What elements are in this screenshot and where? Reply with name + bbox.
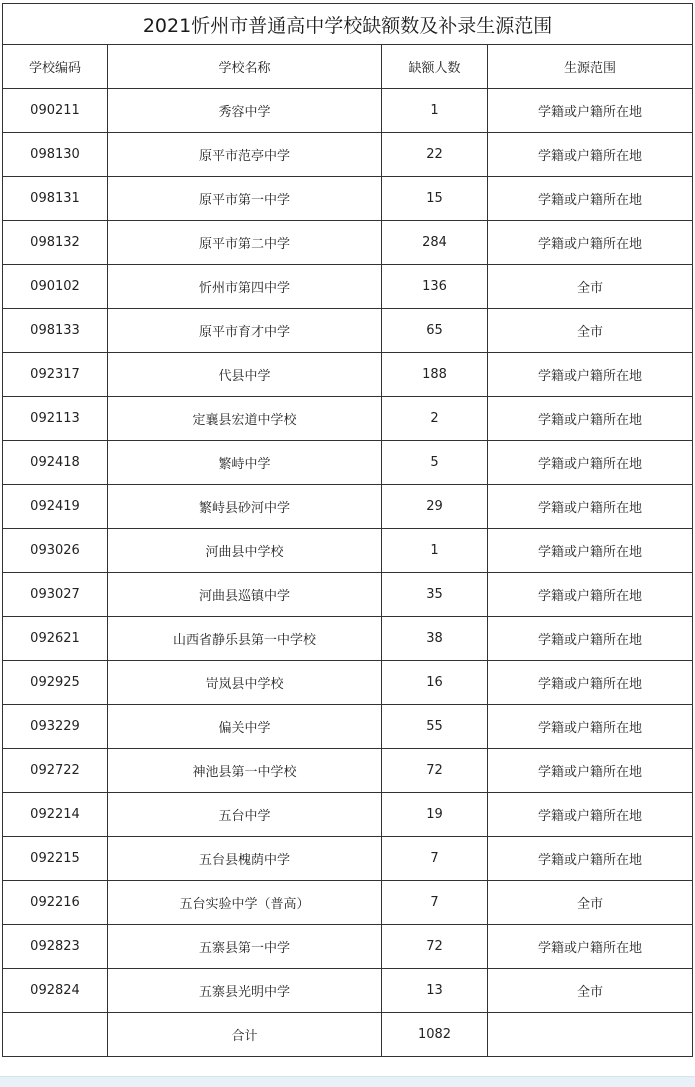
vacancy-count-cell: 284 (382, 221, 488, 265)
header-school-code: 学校编码 (3, 45, 108, 89)
school-name-cell: 繁峙县砂河中学 (108, 485, 382, 529)
school-code-cell: 098131 (3, 177, 108, 221)
enrollment-range-cell: 学籍或户籍所在地 (488, 793, 693, 837)
school-name-cell: 五寨县光明中学 (108, 969, 382, 1013)
school-name-cell: 忻州市第四中学 (108, 265, 382, 309)
school-code-cell: 098132 (3, 221, 108, 265)
total-label: 合计 (108, 1013, 382, 1057)
school-name-cell: 五寨县第一中学 (108, 925, 382, 969)
vacancy-count-cell: 22 (382, 133, 488, 177)
quota-table (2, 3, 693, 1057)
total-code-cell (3, 1013, 108, 1057)
table-row (3, 397, 693, 441)
enrollment-range-cell: 学籍或户籍所在地 (488, 837, 693, 881)
table-row (3, 925, 693, 969)
school-name-cell: 代县中学 (108, 353, 382, 397)
vacancy-count-cell: 188 (382, 353, 488, 397)
school-code-cell: 092823 (3, 925, 108, 969)
school-code-cell: 092113 (3, 397, 108, 441)
enrollment-range-cell: 学籍或户籍所在地 (488, 441, 693, 485)
header-enrollment-range: 生源范围 (488, 45, 693, 89)
table-title: 2021忻州市普通高中学校缺额数及补录生源范围 (3, 4, 693, 45)
school-name-cell: 原平市第二中学 (108, 221, 382, 265)
school-code-cell: 092419 (3, 485, 108, 529)
vacancy-count-cell: 65 (382, 309, 488, 353)
school-name-cell: 河曲县中学校 (108, 529, 382, 573)
table-row (3, 749, 693, 793)
vacancy-count-cell: 1 (382, 89, 488, 133)
title-row (3, 4, 693, 45)
enrollment-range-cell: 学籍或户籍所在地 (488, 397, 693, 441)
table-row (3, 309, 693, 353)
enrollment-range-cell: 学籍或户籍所在地 (488, 133, 693, 177)
table-row (3, 705, 693, 749)
table-row (3, 89, 693, 133)
table-row (3, 617, 693, 661)
school-code-cell: 092215 (3, 837, 108, 881)
enrollment-range-cell: 学籍或户籍所在地 (488, 221, 693, 265)
enrollment-range-cell: 学籍或户籍所在地 (488, 573, 693, 617)
header-vacancy-count: 缺额人数 (382, 45, 488, 89)
table-row (3, 969, 693, 1013)
vacancy-count-cell: 29 (382, 485, 488, 529)
vacancy-count-cell: 38 (382, 617, 488, 661)
total-vacancy-count: 1082 (382, 1013, 488, 1057)
quota-table-sheet (2, 3, 692, 1057)
school-code-cell: 092418 (3, 441, 108, 485)
enrollment-range-cell: 全市 (488, 969, 693, 1013)
vacancy-count-cell: 35 (382, 573, 488, 617)
school-name-cell: 秀容中学 (108, 89, 382, 133)
header-row (3, 45, 693, 89)
school-code-cell: 092824 (3, 969, 108, 1013)
total-range-cell (488, 1013, 693, 1057)
school-name-cell: 原平市范亭中学 (108, 133, 382, 177)
school-code-cell: 090102 (3, 265, 108, 309)
vacancy-count-cell: 136 (382, 265, 488, 309)
vacancy-count-cell: 7 (382, 837, 488, 881)
table-row (3, 485, 693, 529)
enrollment-range-cell: 学籍或户籍所在地 (488, 485, 693, 529)
vacancy-count-cell: 2 (382, 397, 488, 441)
school-code-cell: 098130 (3, 133, 108, 177)
total-row (3, 1013, 693, 1057)
school-name-cell: 定襄县宏道中学校 (108, 397, 382, 441)
table-body (3, 89, 693, 1013)
enrollment-range-cell: 全市 (488, 881, 693, 925)
enrollment-range-cell: 全市 (488, 309, 693, 353)
table-row (3, 441, 693, 485)
vacancy-count-cell: 13 (382, 969, 488, 1013)
school-code-cell: 092216 (3, 881, 108, 925)
school-code-cell: 093026 (3, 529, 108, 573)
school-code-cell: 092214 (3, 793, 108, 837)
table-row (3, 529, 693, 573)
enrollment-range-cell: 学籍或户籍所在地 (488, 177, 693, 221)
table-row (3, 573, 693, 617)
table-row (3, 837, 693, 881)
table-row (3, 661, 693, 705)
school-code-cell: 093027 (3, 573, 108, 617)
enrollment-range-cell: 学籍或户籍所在地 (488, 749, 693, 793)
vacancy-count-cell: 72 (382, 749, 488, 793)
enrollment-range-cell: 学籍或户籍所在地 (488, 705, 693, 749)
table-row (3, 177, 693, 221)
school-name-cell: 岢岚县中学校 (108, 661, 382, 705)
school-code-cell: 093229 (3, 705, 108, 749)
vacancy-count-cell: 15 (382, 177, 488, 221)
school-name-cell: 河曲县巡镇中学 (108, 573, 382, 617)
page-bottom-strip (0, 1076, 695, 1087)
table-row (3, 881, 693, 925)
school-name-cell: 偏关中学 (108, 705, 382, 749)
school-code-cell: 092722 (3, 749, 108, 793)
table-row (3, 353, 693, 397)
school-name-cell: 繁峙中学 (108, 441, 382, 485)
school-code-cell: 098133 (3, 309, 108, 353)
enrollment-range-cell: 学籍或户籍所在地 (488, 353, 693, 397)
table-row (3, 133, 693, 177)
school-name-cell: 原平市第一中学 (108, 177, 382, 221)
vacancy-count-cell: 5 (382, 441, 488, 485)
school-code-cell: 090211 (3, 89, 108, 133)
enrollment-range-cell: 学籍或户籍所在地 (488, 89, 693, 133)
school-name-cell: 原平市育才中学 (108, 309, 382, 353)
school-code-cell: 092621 (3, 617, 108, 661)
vacancy-count-cell: 72 (382, 925, 488, 969)
vacancy-count-cell: 19 (382, 793, 488, 837)
vacancy-count-cell: 16 (382, 661, 488, 705)
school-name-cell: 神池县第一中学校 (108, 749, 382, 793)
school-code-cell: 092317 (3, 353, 108, 397)
table-row (3, 793, 693, 837)
enrollment-range-cell: 全市 (488, 265, 693, 309)
school-code-cell: 092925 (3, 661, 108, 705)
school-name-cell: 五台县槐荫中学 (108, 837, 382, 881)
vacancy-count-cell: 55 (382, 705, 488, 749)
table-row (3, 221, 693, 265)
enrollment-range-cell: 学籍或户籍所在地 (488, 925, 693, 969)
table-row (3, 265, 693, 309)
enrollment-range-cell: 学籍或户籍所在地 (488, 617, 693, 661)
school-name-cell: 五台中学 (108, 793, 382, 837)
enrollment-range-cell: 学籍或户籍所在地 (488, 661, 693, 705)
school-name-cell: 五台实验中学（普高） (108, 881, 382, 925)
header-school-name: 学校名称 (108, 45, 382, 89)
enrollment-range-cell: 学籍或户籍所在地 (488, 529, 693, 573)
vacancy-count-cell: 1 (382, 529, 488, 573)
vacancy-count-cell: 7 (382, 881, 488, 925)
school-name-cell: 山西省静乐县第一中学校 (108, 617, 382, 661)
